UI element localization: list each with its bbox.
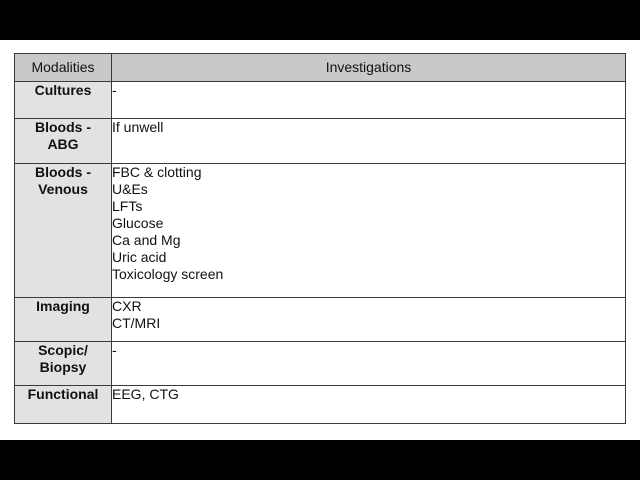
investigations-cell bbox=[112, 82, 626, 119]
investigation-item: EEG, CTG bbox=[112, 386, 179, 402]
investigation-item: Ca and Mg bbox=[112, 232, 181, 248]
table-row bbox=[15, 298, 626, 342]
modality-label: Bloods - bbox=[35, 119, 91, 135]
letterbox-bottom bbox=[0, 440, 640, 480]
investigation-item: U&Es bbox=[112, 181, 148, 197]
investigations-cell bbox=[112, 386, 626, 424]
table-row bbox=[15, 82, 626, 119]
modality-cell bbox=[15, 119, 112, 164]
modality-label: Cultures bbox=[34, 82, 92, 98]
modality-cell bbox=[15, 298, 112, 342]
investigation-item: Glucose bbox=[112, 215, 164, 231]
investigation-item: - bbox=[112, 342, 117, 358]
investigation-item: CT/MRI bbox=[112, 315, 161, 331]
modality-label: Bloods - bbox=[35, 164, 91, 180]
table-row bbox=[15, 119, 626, 164]
letterbox-top bbox=[0, 0, 640, 40]
investigations-table bbox=[14, 53, 626, 424]
table-row bbox=[15, 164, 626, 298]
modality-label: Venous bbox=[38, 181, 88, 197]
header-modalities: Modalities bbox=[15, 54, 112, 82]
modality-cell bbox=[15, 82, 112, 119]
investigation-item: - bbox=[112, 82, 117, 98]
modality-label: ABG bbox=[47, 136, 79, 152]
header-investigations: Investigations bbox=[112, 54, 626, 82]
investigation-item: Toxicology screen bbox=[112, 266, 224, 282]
investigation-item: FBC & clotting bbox=[112, 164, 202, 180]
modality-label: Biopsy bbox=[39, 359, 87, 375]
investigations-cell bbox=[112, 342, 626, 386]
modality-cell bbox=[15, 164, 112, 298]
investigation-item: If unwell bbox=[112, 119, 164, 135]
slide bbox=[0, 40, 640, 440]
investigations-cell bbox=[112, 164, 626, 298]
table-row bbox=[15, 386, 626, 424]
table-row bbox=[15, 342, 626, 386]
investigation-item: CXR bbox=[112, 298, 142, 314]
modality-label: Functional bbox=[27, 386, 99, 402]
modality-cell bbox=[15, 342, 112, 386]
investigation-item: LFTs bbox=[112, 198, 143, 214]
investigations-cell bbox=[112, 298, 626, 342]
modality-label: Imaging bbox=[36, 298, 90, 314]
modality-cell bbox=[15, 386, 112, 424]
modality-label: Scopic/ bbox=[38, 342, 88, 358]
investigation-item: Uric acid bbox=[112, 249, 167, 265]
table-header-row bbox=[15, 54, 626, 82]
investigations-cell bbox=[112, 119, 626, 164]
